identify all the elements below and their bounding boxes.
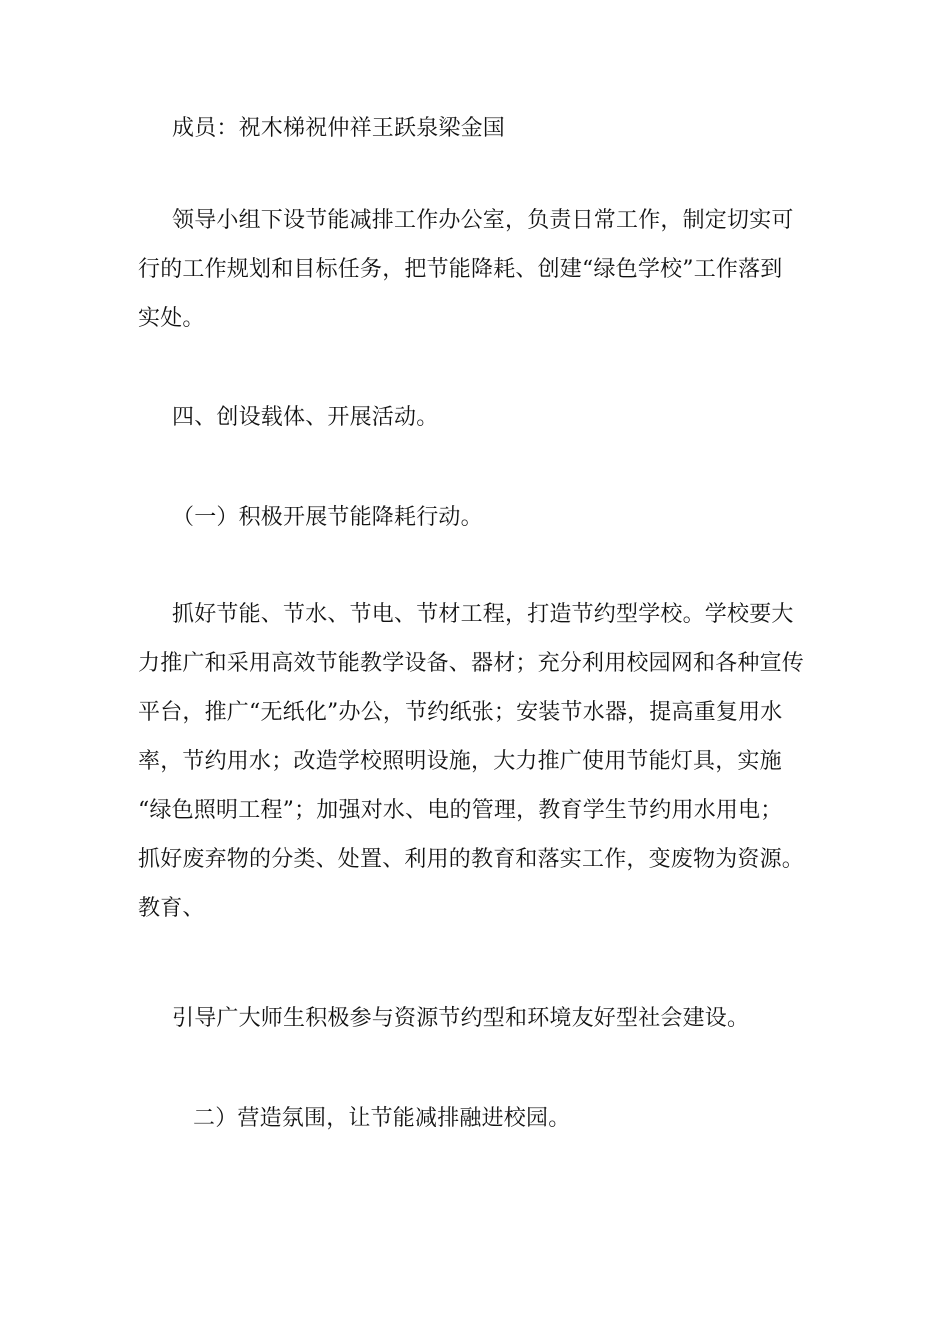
action-line-6: 抓好废弃物的分类、处置、利用的教育和落实工作，变废物为资源。 xyxy=(138,847,805,872)
subsection-two-heading xyxy=(193,1094,873,1143)
action-line-7: 教育、 xyxy=(138,896,205,921)
action-paragraph xyxy=(138,590,818,933)
section-four-heading xyxy=(172,393,852,442)
guide-paragraph xyxy=(172,994,852,1043)
subsection-two-text: 二）营造氛围，让节能减排融进校园。 xyxy=(193,1106,571,1131)
subsection-one-text: （一）积极开展节能降耗行动。 xyxy=(172,505,483,530)
action-line-4: 率，节约用水；改造学校照明设施，大力推广使用节能灯具，实施 xyxy=(138,749,782,774)
section-four-text: 四、创设载体、开展活动。 xyxy=(172,405,439,430)
action-line-5: “绿色照明工程”；加强对水、电的管理，教育学生节约用水用电； xyxy=(138,798,783,823)
office-line-2: 行的工作规划和目标任务，把节能降耗、创建“绿色学校”工作落到 xyxy=(138,257,783,282)
members-paragraph xyxy=(172,104,852,153)
action-line-1: 抓好节能、节水、节电、节材工程，打造节约型学校。学校要大 xyxy=(172,602,794,627)
guide-line: 引导广大师生积极参与资源节约型和环境友好型社会建设。 xyxy=(172,1006,750,1031)
subsection-one-heading xyxy=(172,493,852,542)
action-line-2: 力推广和采用高效节能教学设备、器材；充分利用校园网和各种宣传 xyxy=(138,651,805,676)
office-line-3: 实处。 xyxy=(138,306,205,331)
office-paragraph xyxy=(138,196,818,343)
members-line: 成员：祝木梯祝仲祥王跃泉梁金国 xyxy=(172,116,506,141)
office-line-1: 领导小组下设节能减排工作办公室，负责日常工作，制定切实可 xyxy=(172,208,794,233)
action-line-3: 平台，推广“无纸化”办公，节约纸张；安装节水器，提高重复用水 xyxy=(138,700,783,725)
